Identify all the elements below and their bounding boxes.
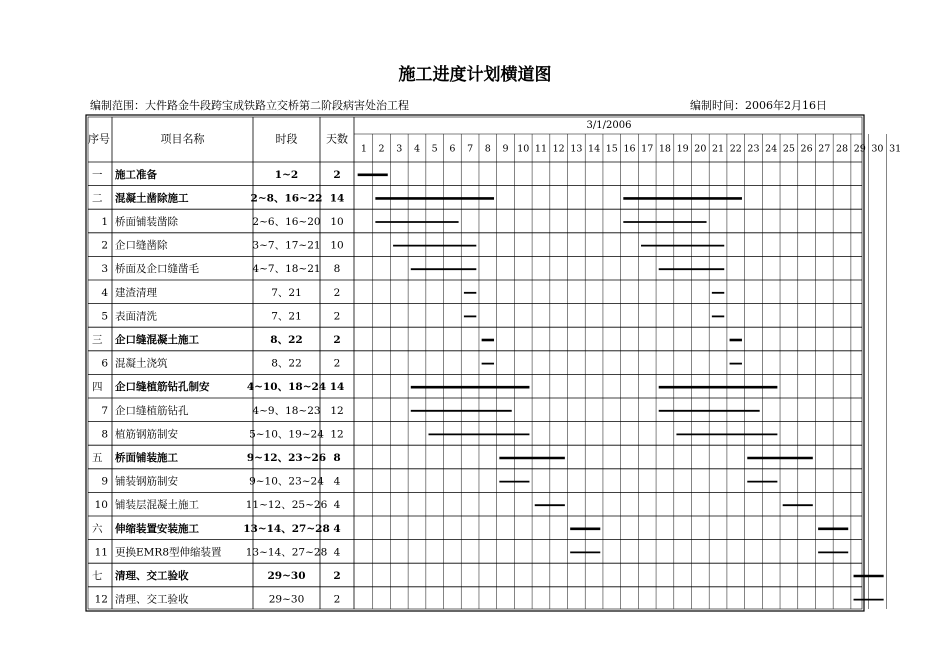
day-label: 29 [853, 143, 866, 155]
row-seq: 5 [101, 310, 108, 323]
row-period: 4~7、18~21 [252, 263, 321, 276]
header-days: 天数 [326, 132, 348, 146]
compile-date: 编制时间：2006年2月16日 [690, 99, 827, 112]
row-seq: 一 [92, 168, 103, 181]
header-name: 项目名称 [160, 132, 205, 146]
row-days: 8 [333, 263, 341, 276]
day-label: 21 [712, 143, 725, 155]
row-seq: 8 [101, 428, 108, 441]
row-days: 12 [330, 404, 344, 417]
row-seq: 七 [92, 570, 103, 582]
row-seq: 12 [94, 593, 108, 606]
row-period: 8、22 [270, 334, 303, 346]
row-name: 企口缝凿除 [115, 239, 168, 252]
row-days: 14 [329, 381, 345, 394]
row-days: 10 [330, 216, 344, 228]
day-label: 23 [747, 143, 760, 155]
day-label: 15 [605, 143, 618, 155]
row-name: 混凝土凿除施工 [115, 192, 189, 205]
day-label: 1 [360, 143, 367, 155]
row-days: 4 [333, 499, 341, 512]
table-frame [86, 115, 864, 611]
row-period: 29~30 [267, 570, 306, 582]
row-seq: 6 [101, 357, 108, 370]
row-seq: 2 [101, 239, 108, 252]
day-label: 13 [570, 143, 583, 155]
row-seq: 9 [101, 475, 108, 488]
day-label: 11 [534, 143, 548, 155]
row-days: 4 [333, 475, 341, 488]
day-label: 17 [641, 143, 654, 155]
row-days: 4 [333, 546, 341, 559]
row-name: 铺装钢筋制安 [115, 475, 178, 488]
row-name: 更换EMR8型伸缩装置 [115, 546, 222, 559]
header-seq: 序号 [88, 132, 110, 146]
row-period: 13~14、27~28 [243, 522, 330, 535]
row-seq: 10 [94, 499, 108, 512]
row-days: 12 [330, 428, 344, 441]
row-period: 4~10、18~24 [246, 381, 327, 394]
row-period: 29~30 [268, 593, 305, 606]
day-label: 28 [835, 143, 849, 155]
row-name: 铺装层混凝土施工 [115, 499, 199, 512]
row-period: 8、22 [271, 357, 302, 370]
day-label: 4 [413, 143, 421, 155]
day-label: 12 [552, 143, 565, 155]
table-frame-inner [88, 117, 862, 609]
row-days: 10 [330, 239, 344, 252]
row-seq: 四 [92, 381, 103, 394]
day-label: 8 [484, 143, 491, 155]
page-title: 施工进度计划横道图 [398, 65, 552, 85]
row-days: 14 [329, 192, 345, 205]
row-period: 7、21 [271, 310, 302, 323]
row-period: 2~6、16~20 [252, 216, 321, 228]
day-label: 22 [729, 143, 742, 155]
row-days: 2 [333, 168, 341, 181]
day-label: 14 [588, 143, 601, 155]
day-label: 6 [449, 143, 456, 155]
row-days: 4 [333, 522, 341, 535]
row-name: 企口缝混凝土施工 [115, 334, 199, 346]
row-period: 13~14、27~28 [245, 546, 328, 559]
day-label: 7 [467, 143, 474, 155]
row-period: 11~12、25~26 [245, 499, 328, 512]
row-seq: 11 [94, 546, 108, 559]
row-name: 桥面及企口缝凿毛 [115, 263, 199, 276]
row-days: 2 [333, 570, 341, 582]
row-days: 2 [333, 286, 341, 299]
row-name: 植筋钢筋制安 [115, 428, 178, 441]
row-days: 2 [333, 593, 341, 606]
row-seq: 4 [101, 286, 108, 299]
row-seq: 三 [92, 334, 103, 346]
row-days: 8 [333, 452, 341, 464]
row-period: 9~12、23~26 [246, 452, 327, 464]
row-period: 2~8、16~22 [250, 192, 323, 205]
day-label: 9 [502, 143, 509, 155]
row-period: 5~10、19~24 [249, 428, 324, 441]
row-seq: 7 [101, 404, 108, 417]
row-name: 桥面铺装施工 [115, 452, 178, 464]
day-label: 10 [517, 143, 530, 155]
row-name: 清理、交工验收 [115, 570, 189, 582]
row-seq: 二 [92, 192, 103, 205]
day-label: 31 [889, 143, 902, 155]
day-label: 24 [765, 143, 778, 155]
row-name: 企口缝植筋钻孔制安 [115, 381, 210, 394]
day-label: 26 [800, 143, 813, 155]
day-label: 20 [694, 143, 707, 155]
row-name: 施工准备 [115, 168, 157, 181]
row-name: 桥面铺装凿除 [115, 216, 178, 228]
day-label: 30 [871, 143, 884, 155]
row-period: 1~2 [274, 168, 299, 181]
compile-scope: 编制范围：大件路金牛段跨宝成铁路立交桥第二阶段病害处治工程 [90, 99, 409, 112]
row-seq: 3 [101, 263, 108, 276]
day-label: 16 [623, 143, 636, 155]
header-month: 3/1/2006 [586, 120, 632, 131]
row-seq: 1 [101, 216, 108, 228]
row-name: 混凝土浇筑 [115, 357, 168, 370]
row-days: 2 [333, 357, 341, 370]
row-period: 4~9、18~23 [252, 404, 321, 417]
row-seq: 六 [92, 522, 103, 535]
day-label: 2 [378, 143, 385, 155]
row-days: 2 [333, 310, 341, 323]
day-label: 19 [676, 143, 689, 155]
row-period: 3~7、17~21 [252, 239, 321, 252]
day-label: 18 [658, 143, 671, 155]
row-seq: 五 [92, 452, 103, 464]
row-name: 伸缩装置安装施工 [115, 522, 199, 535]
header-period: 时段 [275, 132, 298, 146]
day-label: 25 [782, 143, 795, 155]
row-days: 2 [333, 334, 341, 346]
row-name: 表面清洗 [115, 310, 157, 323]
row-name: 企口缝植筋钻孔 [115, 404, 189, 417]
day-label: 5 [431, 143, 438, 155]
row-period: 7、21 [271, 286, 302, 299]
row-name: 建渣清理 [115, 286, 157, 299]
day-label: 3 [396, 143, 403, 155]
day-label: 27 [818, 143, 831, 155]
row-name: 清理、交工验收 [115, 593, 189, 606]
row-period: 9~10、23~24 [249, 475, 324, 488]
